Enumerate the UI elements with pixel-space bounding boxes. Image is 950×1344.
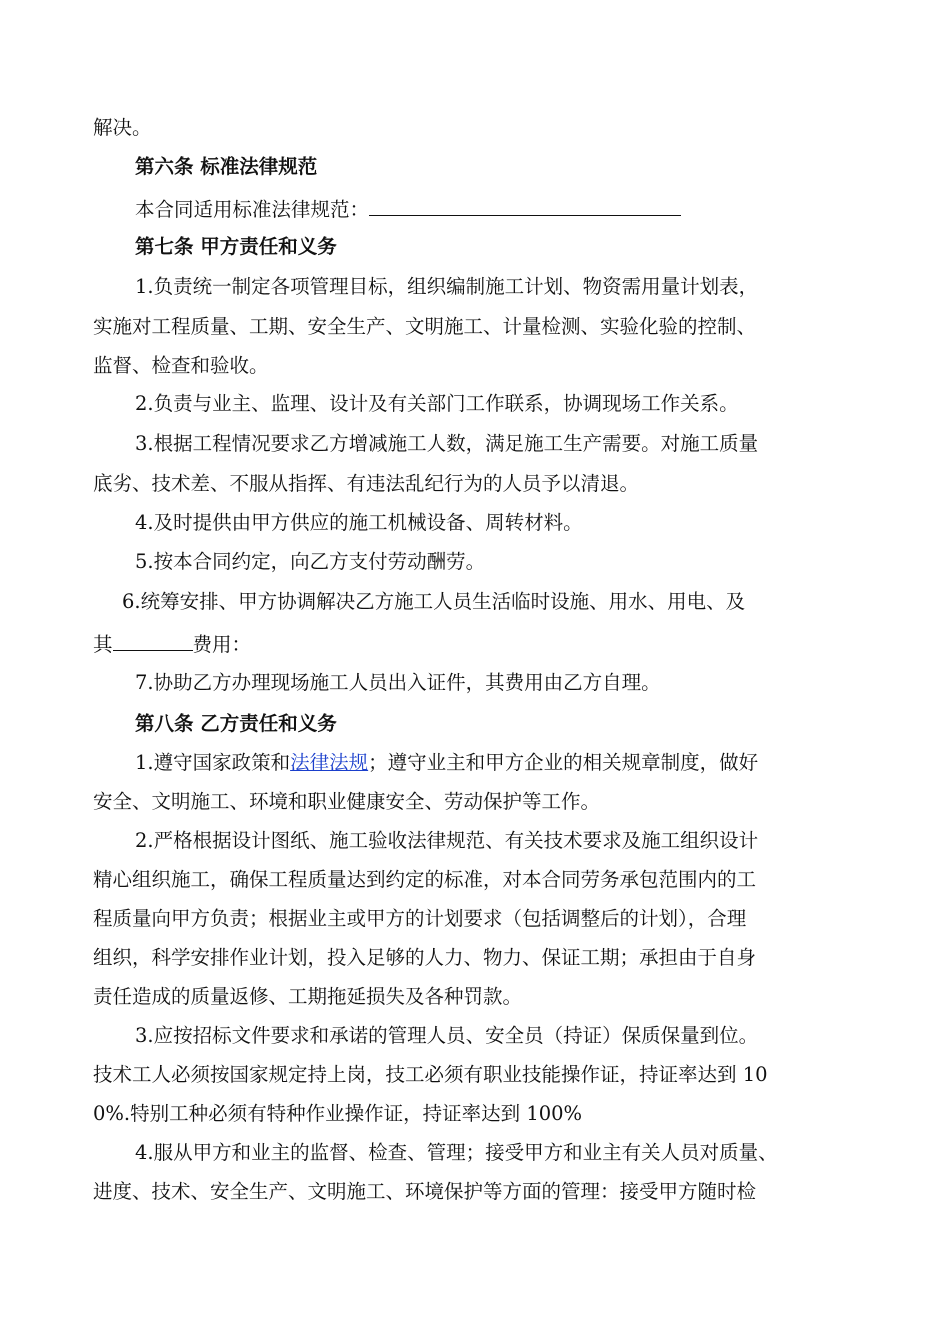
- text-line: 解决。: [93, 116, 152, 139]
- text-line: 4.服从甲方和业主的监督、检查、管理；接受甲方和业主有关人员对质量、: [135, 1141, 778, 1164]
- article-7-heading: 第七条 甲方责任和义务: [135, 235, 337, 258]
- text-span: 1.遵守国家政策和: [135, 751, 291, 774]
- text-line: 进度、技术、安全生产、文明施工、环境保护等方面的管理：接受甲方随时检: [93, 1180, 757, 1203]
- text-span: 费用：: [192, 633, 252, 656]
- laws-regulations-link[interactable]: 法律法规: [290, 751, 369, 774]
- text-span: 其: [93, 633, 113, 656]
- text-line: 0%.特别工种必须有特种作业操作证，持证率达到 100%: [93, 1102, 583, 1125]
- article-8-heading: 第八条 乙方责任和义务: [135, 712, 337, 735]
- fill-in-blank: [113, 630, 193, 651]
- text-line: [93, 630, 251, 657]
- text-line: 组织，科学安排作业计划，投入足够的人力、物力、保证工期；承担由于自身: [93, 946, 757, 969]
- text-line: 安全、文明施工、环境和职业健康安全、劳动保护等工作。: [93, 790, 601, 813]
- text-line: 2.严格根据设计图纸、施工验收法律规范、有关技术要求及施工组织设计: [135, 829, 759, 852]
- fill-in-blank: [369, 195, 681, 216]
- text-line: 精心组织施工，确保工程质量达到约定的标准，对本合同劳务承包范围内的工: [93, 868, 757, 891]
- text-span: ；遵守业主和甲方企业的相关规章制度，做好: [368, 751, 759, 774]
- text-line: 5.按本合同约定，向乙方支付劳动酬劳。: [135, 550, 486, 573]
- text-line: 4.及时提供由甲方供应的施工机械设备、周转材料。: [135, 511, 583, 534]
- text-line: 3.根据工程情况要求乙方增减施工人数，满足施工生产需要。对施工质量: [135, 432, 759, 455]
- text-line: 底劣、技术差、不服从指挥、有违法乱纪行为的人员予以清退。: [93, 472, 640, 495]
- text-line: 实施对工程质量、工期、安全生产、文明施工、计量检测、实验化验的控制、: [93, 315, 757, 338]
- text-line: 1.负责统一制定各项管理目标，组织编制施工计划、物资需用量计划表，: [135, 275, 759, 298]
- text-line: 3.应按招标文件要求和承诺的管理人员、安全员（持证）保质保量到位。: [135, 1024, 759, 1047]
- text-line: 责任造成的质量返修、工期拖延损失及各种罚款。: [93, 985, 523, 1008]
- text-line: 7.协助乙方办理现场施工人员出入证件，其费用由乙方自理。: [135, 671, 661, 694]
- text-line: 6.统筹安排、甲方协调解决乙方施工人员生活临时设施、用水、用电、及: [122, 590, 746, 613]
- text-line: [135, 195, 681, 222]
- standards-label: 本合同适用标准法律规范：: [135, 198, 370, 221]
- text-line: 监督、检查和验收。: [93, 354, 269, 377]
- text-line: 技术工人必须按国家规定持上岗，技工必须有职业技能操作证，持证率达到 10: [93, 1063, 768, 1086]
- text-line: 2.负责与业主、监理、设计及有关部门工作联系，协调现场工作关系。: [135, 392, 739, 415]
- text-line: [135, 751, 758, 775]
- text-line: 程质量向甲方负责；根据业主或甲方的计划要求（包括调整后的计划），合理: [93, 907, 747, 930]
- article-6-heading: 第六条 标准法律规范: [135, 155, 318, 178]
